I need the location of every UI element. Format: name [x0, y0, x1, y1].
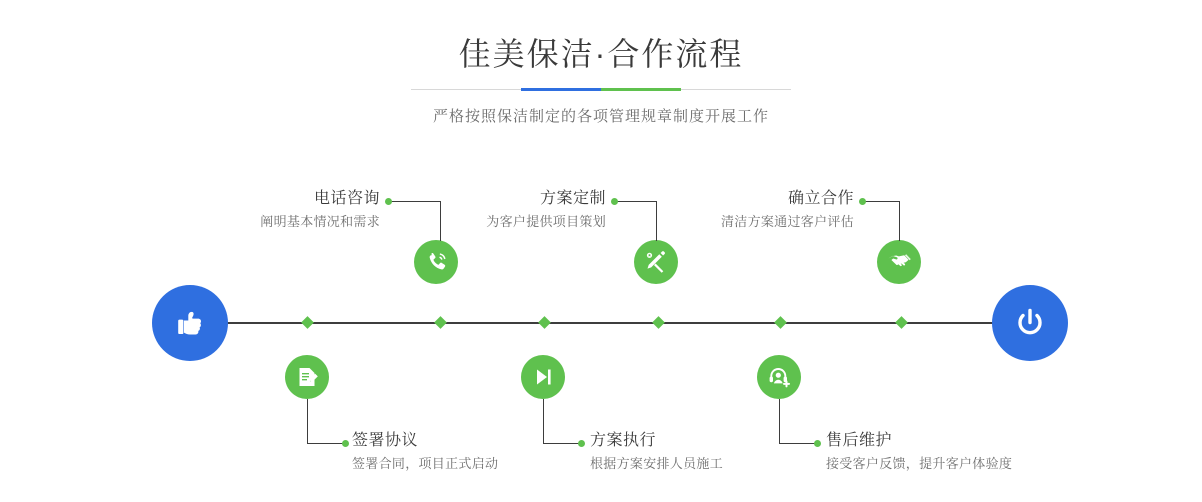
thumbs-up-icon — [171, 304, 209, 342]
step-icon-3[interactable] — [634, 240, 678, 284]
axis-node-marker — [538, 316, 551, 329]
connector-dot-6 — [814, 440, 821, 447]
step-icon-2[interactable] — [285, 355, 329, 399]
connector-line-2-horizontal — [307, 443, 345, 444]
step-label-6 — [826, 430, 1106, 474]
connector-dot-1 — [385, 198, 392, 205]
step-title-1: 电话咨询 — [313, 190, 380, 207]
contract-edit-icon — [295, 365, 319, 389]
step-label-5 — [645, 188, 854, 232]
step-title-3: 方案定制 — [539, 190, 606, 207]
step-label-1 — [155, 188, 380, 232]
divider-blue-segment — [521, 88, 601, 91]
step-desc-1: 阐明基本情况和需求 — [260, 214, 380, 229]
connector-dot-3 — [611, 198, 618, 205]
step-icon-4[interactable] — [521, 355, 565, 399]
connector-line-6-vertical — [779, 399, 780, 443]
connector-line-5-horizontal — [862, 201, 900, 202]
start-endpoint — [152, 285, 228, 361]
step-desc-4: 根据方案安排人员施工 — [590, 456, 724, 471]
connector-line-2-vertical — [307, 399, 308, 443]
page-subtitle: 严格按照保洁制定的各项管理规章制度开展工作 — [432, 108, 769, 125]
handshake-icon — [886, 249, 912, 275]
step-label-4 — [590, 430, 850, 474]
power-icon — [1010, 303, 1050, 343]
connector-line-4-horizontal — [543, 443, 581, 444]
axis-node-marker — [652, 316, 665, 329]
connector-line-5-vertical — [899, 201, 900, 241]
step-desc-6: 接受客户反馈，提升客户体验度 — [826, 456, 1013, 471]
header — [0, 32, 1202, 126]
step-icon-1[interactable] — [414, 240, 458, 284]
plan-pencil-icon — [643, 249, 669, 275]
phone-call-icon — [423, 249, 449, 275]
step-label-3 — [395, 188, 606, 232]
step-icon-5[interactable] — [877, 240, 921, 284]
step-desc-2: 签署合同，项目正式启动 — [352, 456, 499, 471]
connector-dot-2 — [342, 440, 349, 447]
step-label-2 — [352, 430, 612, 474]
connector-dot-4 — [578, 440, 585, 447]
customer-support-add-icon — [767, 365, 791, 389]
play-forward-icon — [531, 365, 555, 389]
step-title-4: 方案执行 — [590, 432, 657, 449]
title-divider — [411, 88, 791, 91]
axis-node-marker — [774, 316, 787, 329]
step-title-2: 签署协议 — [352, 432, 419, 449]
step-desc-5: 清洁方案通过客户评估 — [720, 214, 854, 229]
connector-line-4-vertical — [543, 399, 544, 443]
divider-green-segment — [601, 88, 681, 91]
axis-node-marker — [301, 316, 314, 329]
axis-node-marker — [895, 316, 908, 329]
step-title-6: 售后维护 — [826, 432, 893, 449]
step-icon-6[interactable] — [757, 355, 801, 399]
step-title-5: 确立合作 — [787, 190, 854, 207]
connector-dot-5 — [859, 198, 866, 205]
page-title: 佳美保洁·合作流程 — [458, 36, 744, 72]
end-endpoint — [992, 285, 1068, 361]
connector-line-6-horizontal — [779, 443, 817, 444]
step-desc-3: 为客户提供项目策划 — [486, 214, 606, 229]
axis-node-marker — [434, 316, 447, 329]
